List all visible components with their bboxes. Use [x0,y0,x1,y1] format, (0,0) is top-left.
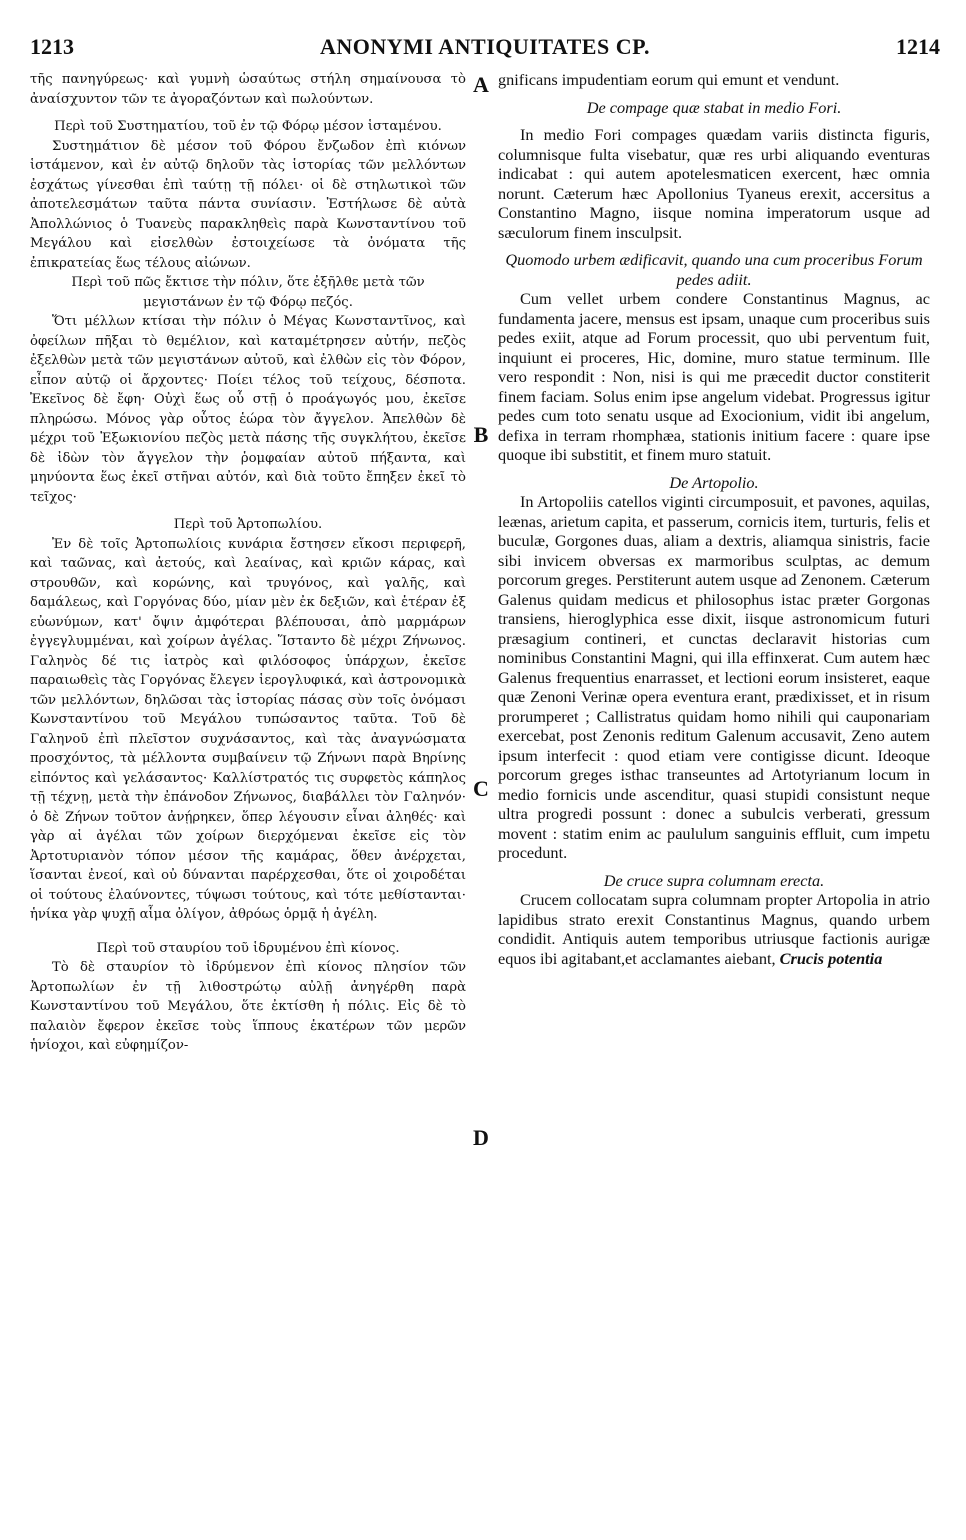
latin-paragraph-text: Crucem collocatam supra columnam propter Artopolia in atrio lapidibus strato erexit Constantinus Magnus, quando urbem condidit. Antiquis autem temporibus utriusque factionis aurigæ equos ibi agitabant,et acclamantes aiebant, [498,890,930,968]
page-header [30,34,940,64]
greek-paragraph: Τὸ δὲ σταυρίον τὸ ἱδρύμενον ἐπὶ κίονος πλησίον τῶν Ἀρτοπωλίων ἐν τῇ λιθοστρώτῳ αὐλῇ ἀνηγέρθη παρὰ Κωνσταντίνου τοῦ Μεγάλου, ὅτε ἐκτίσθη ἡ πόλις. Εἰς δὲ τὸ παλαιὸν ἔφερον ἐκεῖσε τοὺς ἵππους ἑκατέρων τῶν μερῶν ἡνίοχοι, καὶ εὐφημίζον- [30,960,466,1053]
running-title: ANONYMI ANTIQUITATES CP. [319,34,651,59]
latin-column [498,70,930,968]
greek-section-heading: Περὶ τοῦ σταυρίου τοῦ ἱδρυμένου ἐπὶ κίονος. [96,940,400,956]
latin-paragraph: In Artopoliis catellos viginti circumposuit, et pavones, aquilas, leænas, arietum capita, et passerum, cornicis item, turturis, felis et buculæ, Gorgones duas, aliam a dextris, aliamqua sinistris, facie sibi invicem obversas ex marmoribus sculptas, ac demum porcorum greges. Perstiterunt autem usque ad Zenonem. Cæterum Galenus quidam medicus et philosophus istac præter Gorgonas transiens, hieroglyphica esse dixit, iisque astronomicum futuri præsagium contineri, et cunctas declaravit historias cum nominibus Constantini Magni, qui illa effinxerat. Cum autem hæc Galenus frequentius enarrasset, et lectioni eorum insisteret, eaque quæ Zenoni Verinæ opera eventura erant, prædixisset, et in risum prorumperet ; Callistratus quidam homo nihili qui cauponariam exercebat, post Zenonis reditum Galenum accusavit, Zeno autem ipsum interfecit : quod etiam vere contigisse dicunt. Ideoque porcorum greges isthac transeuntes ad Artotyrianum locum in medio fornicis unde ascenditur, quasi stupidi consistunt neque ultra progredi possunt : donec a subulcis verberati, gressum movent : statim enim ac paululum sanguinis effluit, cum impetu procedunt. [498,492,930,862]
latin-section-heading: De compage quæ stabat in medio Fori. [586,97,842,117]
latin-section-heading: Quomodo urbem ædificavit, quando una cum proceribus Forum pedes adiit. [505,250,923,289]
page-number-right: 1214 [896,34,940,59]
margin-letter-c: C [473,776,489,801]
greek-paragraph: Ὅτι μέλλων κτίσαι τὴν πόλιν ὁ Μέγας Κωνσταντῖνος, καὶ ὀφείλων πῆξαι τὸ θεμέλιον, καὶ καταμέτρησεν αὐτήν, πεζὸς ἐξελθὼν μετὰ τῶν μεγιστάνων αὐτοῦ, καὶ ἐλθὼν εἰς τὸν Φόρον, εἶπον αὐτῷ οἱ ἄρχοντες· Ποίει τέλος τοῦ τείχους, δέσποτα. Ἐκεῖνος δὲ ἔφη· Οὐχὶ ἕως οὗ στῇ ὁ προάγωγός μου, ἐκεῖσε πληρώσω. Μόνος γὰρ οὗτος ἑώρα τὸν ἄγγελον. Ἀπελθὼν δὲ μέχρι τοῦ Ἐξωκιονίου πεζὸς μετὰ πάσης τῆς συγκλήτου, ἐκεῖσε δὲ ἰδὼν τὸν ἄγγελον τὴν ῥομφαίαν αὐτοῦ πήξαντα, καὶ μηνύοντα ἕως ἐκεῖ στῆναι αὐτόν, καὶ διὰ τοῦτο ἔπηξεν ἐκεῖ τὸ τεῖχος· [30,314,466,505]
greek-paragraph: Ἐν δὲ τοῖς Ἀρτοπωλίοις κυνάρια ἔστησεν εἴκοσι περιφερῆ, καὶ ταῶνας, καὶ ἀετούς, καὶ λεαίνας, καὶ κριῶν κάρας, καὶ στρουθῶν, καὶ κορώνης, καὶ τρυγόνος, καὶ γαλῆς, καὶ δαμάλεως, καὶ Γοργόνας δύο, μίαν μὲν ἐκ δεξιῶν, καὶ ἑτέραν ἐξ εὐωνύμων, κατ' ὄψιν ἀμφότεραι βλέπουσαι, ἀπὸ μαρμάρων ἐγγεγλυμμέναι, καὶ χοίρων ἀγέλας. Ἵσταντο δὲ μέχρι Ζήνωνος. Γαληνὸς δέ τις ἰατρὸς καὶ φιλόσοφος ὑπάρχων, ἐκεῖσε παραιωθεὶς τὰς Γοργόνας ἔλεγεν ἱερογλυφικά, καὶ ἀστρονομικὰ τῶν μελλόντων, δηλῶσαι τὰς ἱστορίας πάσας σὺν τοῖς ὀνόμασι Κωνσταντίνου τοῦ Μεγάλου τυπώσαντος ταῦτα. Τοῦ δὲ Γαληνοῦ ἐπὶ πλεῖστον συχνάσαντος, καὶ τὰς ἀναγνώσματα προσχόντος, τὰ μέλλοντα συμβαίνειν τῷ Ζήνωνι παρὰ Βηρίνης εἰπόντος καὶ γελάσαντος· Καλλίστρατός τις συρφετὸς κάπηλος τῇ τέχνῃ, μετὰ τὴν ἐπάνοδον Ζήνωνος, διαβάλλει τὸν Γαληνόν· ὁ δὲ Ζήνων τοῦτον ἀνῄρηκεν, ὅπερ λέγουσιν εἶναι ἀληθές· καὶ γὰρ αἱ ἀγέλαι τῶν χοίρων διερχόμεναι ἐκεῖσε εἰς τὸν Ἀρτοτυριανὸν τόπον μέσον τῆς καμάρας, ὅθεν ἀνέρχεται, ἵσανται ἐνεοί, καὶ οὐ δύνανται παρέρχεσθαι, ὅτε οἱ χοιροδέται οἱ τούτους ἐλαύνοντες, τύψωσι τούτους, καὶ τότε μεθίστανται· ἡνίκα γὰρ ψυχῇ αἷμα ὀλίγον, ἀθρόως ὁρμᾷ ἡ ἀγέλη. [30,536,466,922]
greek-section-heading: Περὶ τοῦ πῶς ἔκτισε τὴν πόλιν, ὅτε ἐξῆλθε μετὰ τῶν μεγιστάνων ἐν τῷ Φόρῳ πεζός. [71,275,425,310]
latin-section-heading: De Artopolio. [669,472,759,492]
latin-paragraph-final [498,890,930,968]
greek-column [30,70,466,1056]
greek-paragraph: τῆς πανηγύρεως· καὶ γυμνὴ ὡσαύτως στήλη σημαίνουσα τὸ ἀναίσχυντον τῶν τε ἀγοραζόντων καὶ πωλούντων. [30,72,466,107]
page-number-left: 1213 [30,34,74,59]
greek-section-heading: Περὶ τοῦ Συστηματίου, τοῦ ἐν τῷ Φόρῳ μέσον ἱσταμένου. [54,119,442,134]
latin-section-heading: De cruce supra columnam erecta. [603,870,825,890]
latin-emphasis: Crucis potentia [779,948,883,968]
greek-paragraph: Συστημάτιον δὲ μέσον τοῦ Φόρου ἔνζωδον ἐπὶ κιόνων ἱστάμενον, καὶ ἐν αὐτῷ δηλοῦν τὰς ἱστορίας τῶν μελλόντων ἐσχάτως γίνεσθαι ἐπὶ ταύτῃ τῇ πόλει· οἱ δὲ στηλωτικοὶ τῶν ἀποτελεσμάτων ταῦτα πάντα συνίασιν. Ἐστήλωσε δὲ αὐτὰ Ἀπολλώνιος ὁ Τυανεὺς παρακληθεὶς παρὰ Κωνσταντίνου τοῦ Μεγάλου καὶ εἰσελθὼν ἐστοιχείωσε τὰ ὀνόματα τῆς ἐπικρατείας ἕως τέλους αἰώνων. [30,138,466,271]
latin-paragraph: gnificans impudentiam eorum qui emunt et vendunt. [498,70,840,89]
greek-section-heading: Περὶ τοῦ Ἀρτοπωλίου. [173,517,323,532]
margin-letter-b: B [473,422,489,447]
margin-letter-a: A [473,72,489,97]
margin-letter-d: D [473,1125,489,1150]
latin-paragraph: In medio Fori compages quædam variis distincta figuris, columnisque fulta visebatur, quæ res urbi aliquando eventuras indicabat : qui autem apotelesmaticen exercent, hæc omnia norunt. Cæterum hæc Apollonius Tyaneus erexit, accersitus a Constantino Magno, iisque nomina imperatorum usque ad sæculorum finem insculpsit. [498,125,930,242]
latin-paragraph: Cum vellet urbem condere Constantinus Magnus, ac fundamenta jacere, mensus est ipsam, unaque cum proceribus suis pedes exiit, atque ad Forum processit, quo ubi perventum fuit, inquiunt ei proceres, Hic, domine, muro statue terminum. Ille vero respondit : Non, nisi is qui me præcedit ductor constiterit finem faciam. Solus enim ipse angelum videbat. Progressus igitur pedes cum toto senatu usque ad Exocionium, vidit ibi angelum, defixa in terram rhomphæa, stationis initium facere : quare ipse quoque ibi substitit, et finem muro statuit. [498,289,930,464]
